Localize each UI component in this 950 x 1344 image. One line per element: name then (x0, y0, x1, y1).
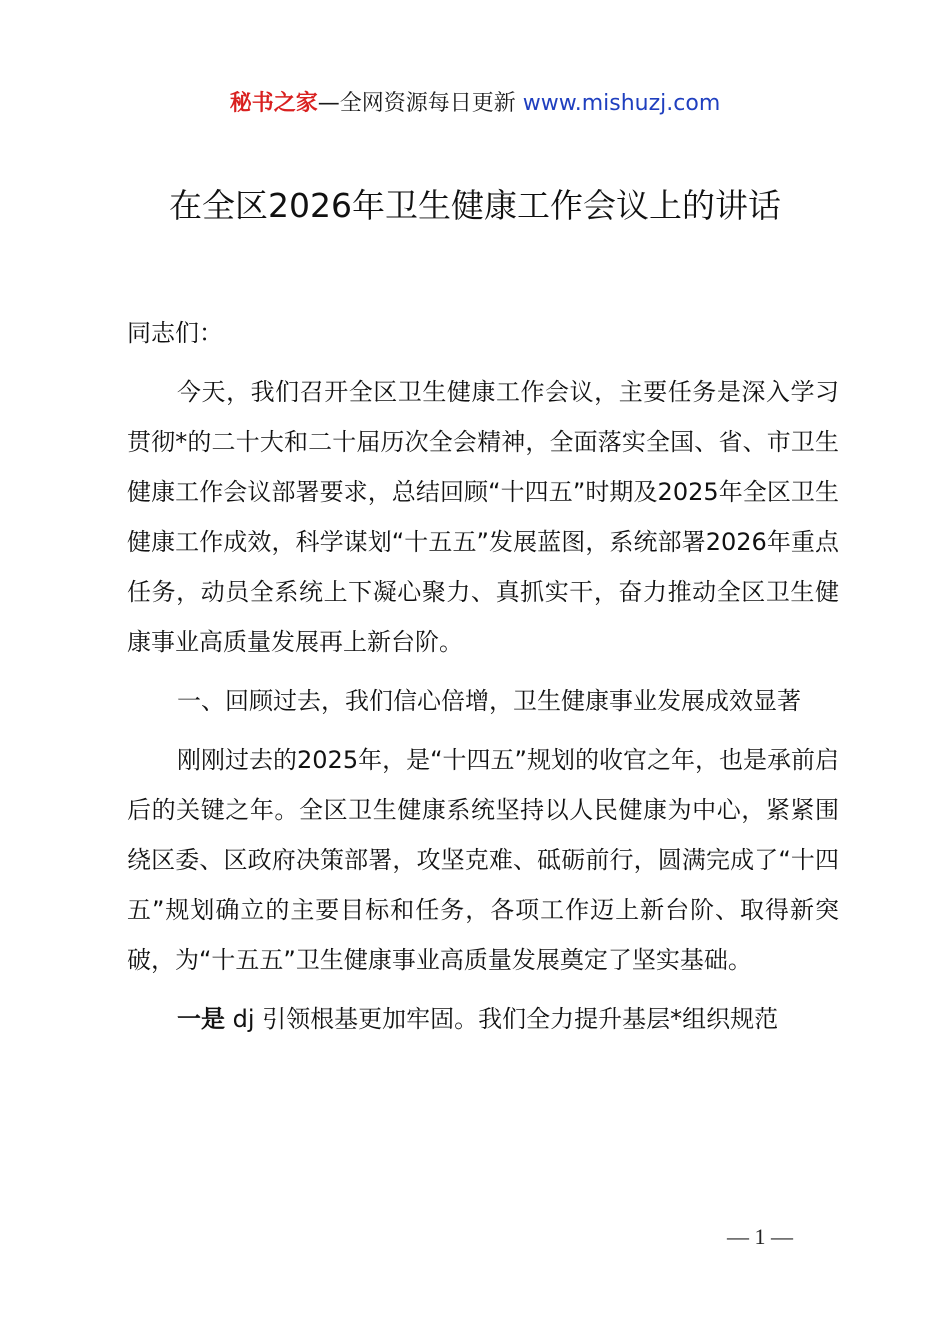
section-heading-1: 一、回顾过去，我们信心倍增，卫生健康事业发展成效显著 (177, 687, 801, 715)
paragraph-intro: 今天，我们召开全区卫生健康工作会议，主要任务是深入学习贯彻*的二十大和二十届历次全会精神，全面落实全国、省、市卫生健康工作会议部署要求，总结回顾“十四五”时期及2025年全区卫生健康工作成效，科学谋划“十五五”发展蓝图，系统部署2026年重点任务，动员全系统上下凝心聚力、真抓实干，奋力推动全区卫生健康事业高质量发展再上新台阶。 (127, 378, 839, 656)
paragraph-review: 刚刚过去的2025年，是“十四五”规划的收官之年，也是承前启后的关键之年。全区卫生健康系统坚持以人民健康为中心，紧紧围绕区委、区政府决策部署，攻坚克难、砥砺前行，圆满完成了“十四五”规划确立的主要目标和任务，各项工作迈上新台阶、取得新突破，为“十五五”卫生健康事业高质量发展奠定了坚实基础。 (127, 746, 839, 974)
point-text: dj 引领根基更加牢固。我们全力提升基层*组织规范 (225, 1005, 779, 1033)
brand-name: 秘书之家 (229, 91, 318, 116)
paragraph-point-1 (127, 994, 839, 1044)
document-body (127, 308, 839, 1053)
page-number: — 1 — (727, 1224, 793, 1249)
document-title: 在全区2026年卫生健康工作会议上的讲话 (169, 186, 781, 225)
salutation: 同志们： (127, 319, 223, 347)
banner-slogan: —全网资源每日更新 (317, 91, 516, 116)
point-lead: 一是 (177, 1005, 225, 1033)
site-banner (0, 88, 950, 120)
site-url-link[interactable]: www.mishuzj.com (522, 91, 721, 116)
